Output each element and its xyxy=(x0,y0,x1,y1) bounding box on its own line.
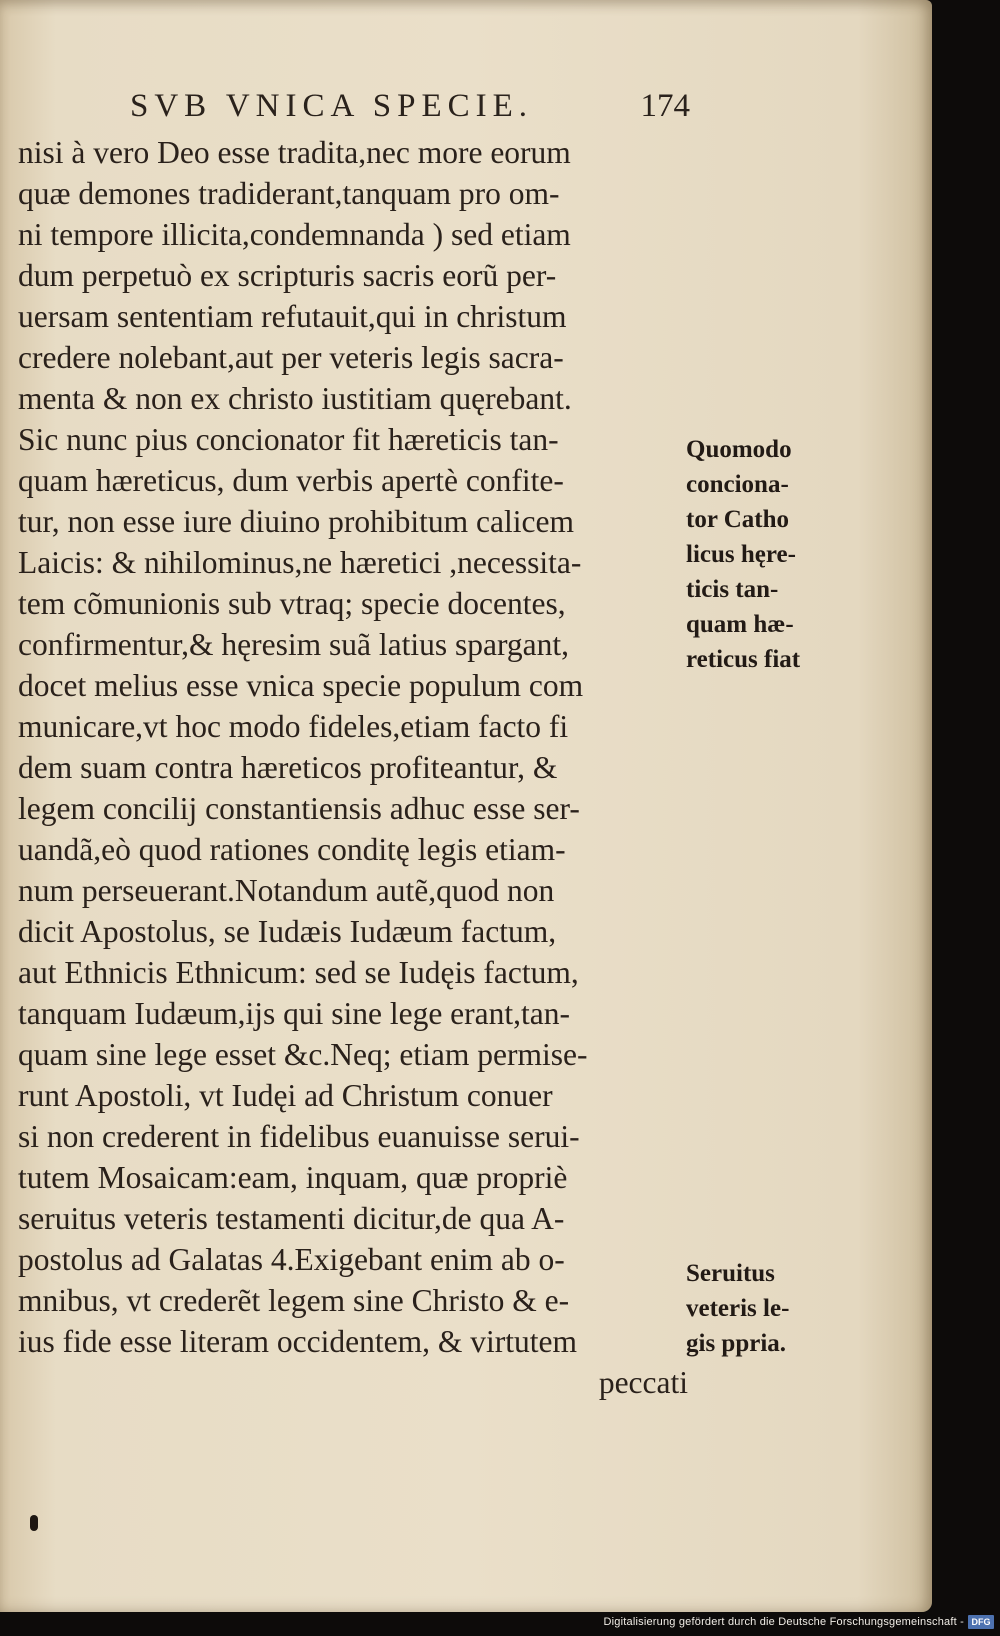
text-line: seruitus veteris testamenti dicitur,de qua A- xyxy=(18,1201,565,1236)
text-line: ni tempore illicita,condemnanda ) sed etiam xyxy=(18,217,571,252)
text-line: postolus ad Galatas 4.Exigebant enim ab o- xyxy=(18,1242,565,1277)
text-line: si non crederent in fidelibus euanuisse serui- xyxy=(18,1119,580,1154)
text-line: quam sine lege esset &c.Neq; etiam permise- xyxy=(18,1037,588,1072)
text-line: uandã,eò quod rationes conditę legis etiam- xyxy=(18,832,566,867)
text-line: runt Apostoli, vt Iudęi ad Christum conuer xyxy=(18,1078,553,1113)
text-line: confirmentur,& hęresim suã latius spargant, xyxy=(18,627,570,662)
text-line: tur, non esse iure diuino prohibitum calicem xyxy=(18,504,574,539)
text-line: dum perpetuò ex scripturis sacris eorũ per- xyxy=(18,258,557,293)
marginal-line: conciona- xyxy=(686,471,789,498)
text-line: municare,vt hoc modo fideles,etiam facto fi xyxy=(18,709,569,744)
marginal-line: veteris le- xyxy=(686,1295,790,1322)
text-line: uersam sententiam refutauit,qui in christum xyxy=(18,299,567,334)
text-line: quam hæreticus, dum verbis apertè confite- xyxy=(18,463,564,498)
text-line: mnibus, vt crederẽt legem sine Christo & e- xyxy=(18,1283,570,1318)
footer-bar xyxy=(0,1612,1000,1636)
page-number: 174 xyxy=(640,88,690,124)
text-line: tem cõmunionis sub vtraq; specie docentes, xyxy=(18,586,566,621)
marginal-line: tor Catho xyxy=(686,506,790,533)
text-line: dicit Apostolus, se Iudæis Iudæum factum, xyxy=(18,914,557,949)
footer-credit: Digitalisierung gefördert durch die Deutsche Forschungsgemeinschaft - xyxy=(603,1616,964,1628)
marginal-line: quam hæ- xyxy=(686,611,794,638)
running-head-title: SVB VNICA SPECIE. xyxy=(130,88,534,124)
marginal-line: reticus fiat xyxy=(686,646,801,673)
marginal-line: gis ppria. xyxy=(686,1330,787,1357)
text-line: Laicis: & nihilominus,ne hæretici ,necessita- xyxy=(18,545,582,580)
text-line: Sic nunc pius concionator fit hæreticis tan- xyxy=(18,422,559,457)
marginal-note xyxy=(686,1256,846,1361)
dfg-logo-icon: DFG xyxy=(968,1615,994,1629)
marginal-line: Seruitus xyxy=(686,1260,775,1287)
text-line: quæ demones tradiderant,tanquam pro om- xyxy=(18,176,560,211)
text-line: nisi à vero Deo esse tradita,nec more eorum xyxy=(18,135,571,170)
marginal-line: licus hęre- xyxy=(686,541,796,568)
body-text xyxy=(18,132,688,1403)
marginal-note xyxy=(686,432,846,677)
marginal-line: Quomodo xyxy=(686,436,792,463)
text-line: docet melius esse vnica specie populum com xyxy=(18,668,584,703)
text-line: legem concilij constantiensis adhuc esse ser- xyxy=(18,791,580,826)
text-line: tanquam Iudæum,ijs qui sine lege erant,tan- xyxy=(18,996,570,1031)
catchword: peccati xyxy=(598,1365,688,1400)
text-line: ius fide esse literam occidentem, & virtutem xyxy=(18,1324,577,1359)
text-line: menta & non ex christo iustitiam quęrebant. xyxy=(18,381,572,416)
ink-mark xyxy=(30,1515,38,1531)
text-line: dem suam contra hæreticos profiteantur, & xyxy=(18,750,558,785)
text-line: credere nolebant,aut per veteris legis sacra- xyxy=(18,340,564,375)
running-head xyxy=(120,88,690,128)
text-line: num perseuerant.Notandum autẽ,quod non xyxy=(18,873,555,908)
text-line: tutem Mosaicam:eam, inquam, quæ propriè xyxy=(18,1160,568,1195)
marginal-line: ticis tan- xyxy=(686,576,779,603)
text-line: aut Ethnicis Ethnicum: sed se Iudęis factum, xyxy=(18,955,579,990)
